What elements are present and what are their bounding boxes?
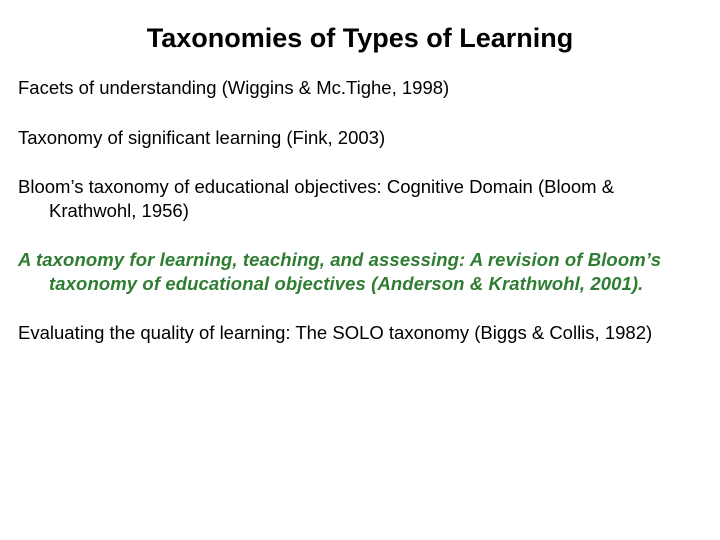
- reference-item-bloom-krathwohl: Bloom’s taxonomy of educational objectives: Cognitive Domain (Bloom & Krathwohl, 1956): [18, 176, 615, 221]
- reference-item-biggs-collis: Evaluating the quality of learning: The SOLO taxonomy (Biggs & Collis, 1982): [18, 322, 653, 343]
- reference-item-wiggins-mctighe: Facets of understanding (Wiggins & Mc.Tighe, 1998): [18, 77, 450, 98]
- reference-item-fink: Taxonomy of significant learning (Fink, 2003): [18, 126, 386, 148]
- reference-list: [18, 76, 698, 371]
- reference-item-anderson-krathwohl-highlighted: A taxonomy for learning, teaching, and assessing: A revision of Bloom’s taxonomy of educational objectives (Anderson & Krathwohl, 2001).: [18, 249, 662, 294]
- slide-title: Taxonomies of Types of Learning: [146, 23, 574, 53]
